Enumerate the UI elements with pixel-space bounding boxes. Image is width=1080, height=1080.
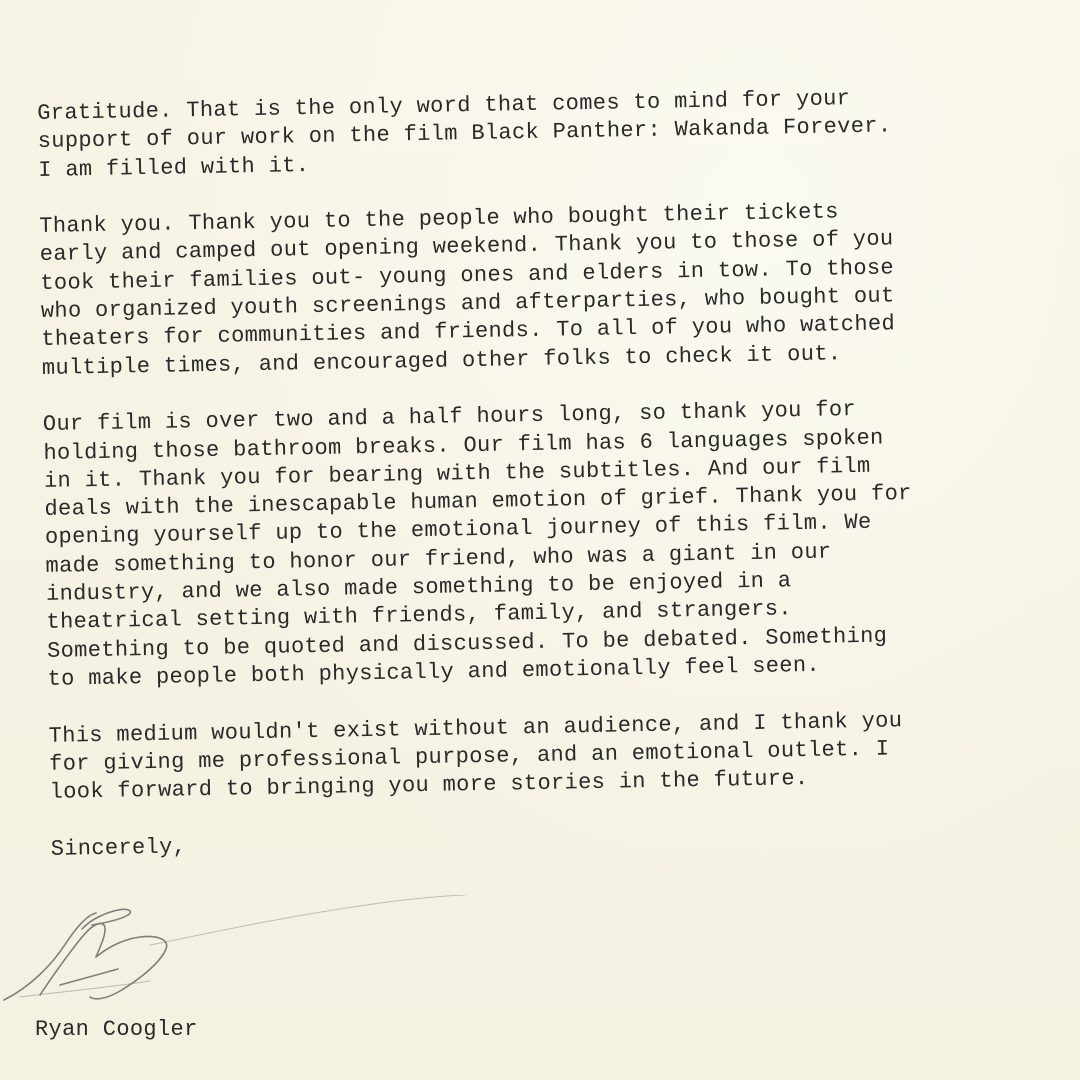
paragraph-film-details: Our film is over two and a half hours long, so thank you for holding those bathroom breaks. Our film has 6 languages spoken in it. Thank you for bearing with the subtitles. And our film deals with the inescapable human emotion of grief. Thank you for opening yourself up to the emotional journey of this film. We made something to honor our friend, who was a giant in our industry, and we also made something to be enjoyed in a theatrical setting with friends, family, and strangers. Something to be quoted and discussed. To be debated. Something to make people both physically and emotionally feel seen. [42,397,912,692]
closing-salutation: Sincerely, [50,834,187,862]
paragraph-gratitude: Gratitude. That is the only word that comes to mind for your support of our work on the film Black Panther: Wakanda Forever. I am filled with it. [37,86,892,183]
letter-body [37,81,1061,863]
paragraph-audience: This medium wouldn't exist without an audience, and I thank you for giving me professional purpose, and an emotional outlet. I look forward to bringing you more stories in the future. [48,707,903,806]
signer-name: Ryan Coogler [35,1017,198,1042]
paragraph-thank-you: Thank you. Thank you to the people who bought their tickets early and camped out opening weekend. Thank you to those of you took their families out- young ones and elders in tow. To those who organized youth screenings and afterparties, who bought out theaters for communities and friends. To all of you who watched multiple times, and encouraged other folks to check it out. [39,199,896,381]
handwritten-signature [0,895,470,1015]
